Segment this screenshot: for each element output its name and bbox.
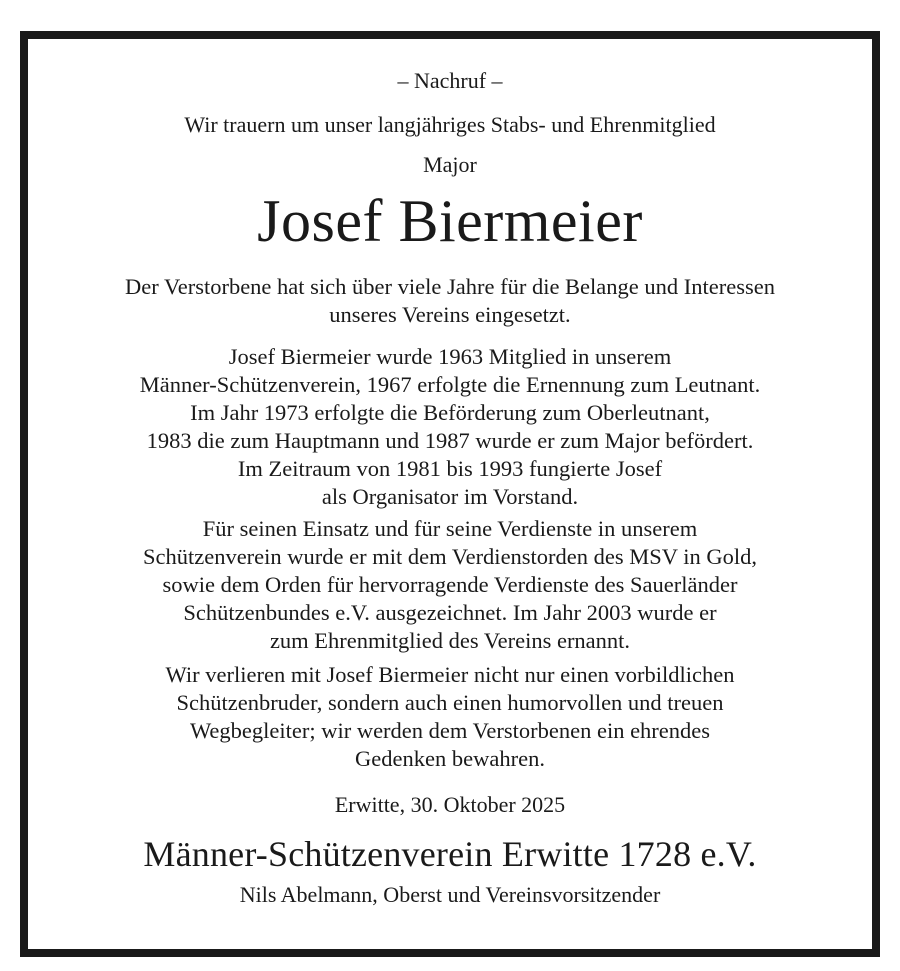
intro-line: Wir trauern um unser langjähriges Stabs- und Ehrenmitglied bbox=[184, 112, 716, 137]
deceased-name: Josef Biermeier bbox=[257, 188, 643, 254]
paragraph-1 bbox=[28, 273, 872, 329]
paragraph-2 bbox=[28, 343, 872, 511]
paragraph-line: Wegbegleiter; wir werden dem Verstorbenen ein ehrendes bbox=[189, 718, 711, 743]
paragraph-line: zum Ehrenmitglied des Vereins ernannt. bbox=[269, 628, 631, 653]
paragraph-line: Schützenverein wurde er mit dem Verdienstorden des MSV in Gold, bbox=[142, 544, 758, 569]
paragraph-line: sowie dem Orden für hervorragende Verdienste des Sauerländer bbox=[162, 572, 738, 597]
paragraph-line: Schützenbruder, sondern auch einen humorvollen und treuen bbox=[176, 690, 724, 715]
obituary-label: – Nachruf – bbox=[397, 68, 503, 93]
paragraph-line: Wir verlieren mit Josef Biermeier nicht nur einen vorbildlichen bbox=[165, 662, 735, 687]
paragraph-line: Für seinen Einsatz und für seine Verdienste in unserem bbox=[202, 516, 698, 541]
paragraph-line: Männer-Schützenverein, 1967 erfolgte die Ernennung zum Leutnant. bbox=[139, 372, 761, 397]
paragraph-line: als Organisator im Vorstand. bbox=[321, 484, 579, 509]
signer-line: Nils Abelmann, Oberst und Vereinsvorsitzender bbox=[239, 882, 661, 907]
paragraph-line: Der Verstorbene hat sich über viele Jahre für die Belange und Interessen bbox=[125, 274, 775, 299]
paragraph-line: unseres Vereins eingesetzt. bbox=[329, 302, 571, 327]
paragraph-line: Gedenken bewahren. bbox=[355, 746, 545, 771]
paragraph-line: 1983 die zum Hauptmann und 1987 wurde er zum Major befördert. bbox=[146, 428, 754, 453]
obituary-frame bbox=[20, 31, 880, 957]
paragraph-line: Josef Biermeier wurde 1963 Mitglied in unserem bbox=[228, 344, 672, 369]
paragraph-line: Im Zeitraum von 1981 bis 1993 fungierte Josef bbox=[237, 456, 663, 481]
paragraph-3 bbox=[28, 515, 872, 655]
paragraph-line: Im Jahr 1973 erfolgte die Beförderung zum Oberleutnant, bbox=[190, 400, 710, 425]
paragraph-line: Schützenbundes e.V. ausgezeichnet. Im Jahr 2003 wurde er bbox=[183, 600, 717, 625]
paragraph-4 bbox=[28, 661, 872, 773]
rank-line: Major bbox=[423, 152, 477, 177]
place-date: Erwitte, 30. Oktober 2025 bbox=[334, 792, 566, 817]
club-name: Männer-Schützenverein Erwitte 1728 e.V. bbox=[143, 834, 757, 874]
